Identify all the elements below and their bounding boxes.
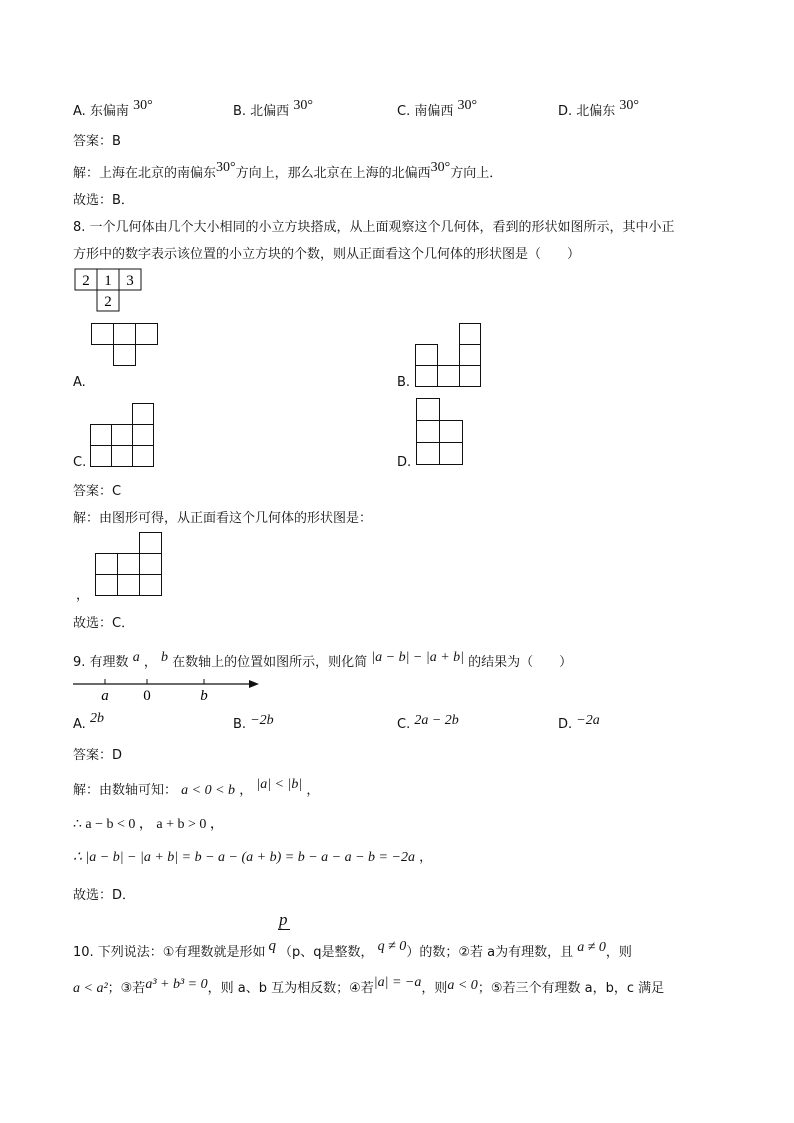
q10-fraction-denominator: q (268, 938, 276, 954)
q7-solution (73, 162, 502, 182)
q7-option-c (397, 100, 477, 120)
q8-option-a-label: A. (73, 375, 86, 390)
q9-var-a: a (132, 650, 140, 665)
top-view-number: 2 (82, 273, 90, 289)
q7-option-c-degree: 30° (457, 98, 478, 113)
q10-line1-math2: a ≠ 0 (577, 940, 606, 955)
q10-fraction-bar (278, 929, 290, 930)
q7-option-b (233, 100, 313, 120)
q8-top-view-figure (75, 269, 147, 317)
q7-solution-part3: 方向上． (450, 166, 503, 181)
q9-solution-math2: |a| < |b| (256, 777, 303, 792)
q9-number-line (73, 675, 263, 703)
q7-solution-degree1: 30° (216, 160, 236, 175)
q7-answer: 答案：B (73, 134, 121, 149)
q9-option-d (558, 713, 600, 733)
q10-line2 (73, 977, 664, 997)
q7-solution-degree2: 30° (430, 160, 451, 175)
q9-solution-line3-end: ， (419, 850, 433, 865)
number-line-arrow-icon (249, 680, 259, 688)
q9-option-c-label: C. (397, 717, 411, 732)
q9-stem-suffix: 的结果为（ ） (468, 655, 573, 670)
q7-option-a-degree: 30° (133, 98, 153, 113)
q9-var-b: b (160, 650, 168, 665)
q9-option-b-label: B. (233, 717, 247, 732)
q9-option-a-value: 2b (89, 711, 104, 726)
q8-option-c-label: C. (73, 455, 87, 470)
q8-solution-comma: ， (76, 588, 90, 603)
q10-line2-part4: ；⑤若三个有理数 a，b，c 满足 (477, 981, 665, 996)
q7-option-b-label: B. 北偏西 (233, 104, 290, 119)
q9-answer: 答案：D (73, 748, 123, 763)
q10-line2-part2: ，则 a、b 互为相反数；④若 (207, 981, 374, 996)
q7-solution-part1: 解：上海在北京的南偏东 (73, 166, 217, 181)
q8-option-b-label: B. (397, 375, 411, 390)
q8-stem-line1: 8. 一个几何体由几个大小相同的小立方块搭成，从上面观察这个几何体，看到的形状如图所示，其中小正 (73, 220, 675, 235)
q10-line2-math4: a < 0 (447, 978, 478, 993)
q9-solution-line2: ∴ a − b < 0 ， a + b > 0 ， (73, 817, 224, 832)
q10-line1-part3: ）的数；②若 a为有理数，且 (406, 945, 574, 960)
q9-option-c-value: 2a − 2b (414, 713, 459, 728)
q10-line2-part1: ；③若 (107, 981, 146, 996)
q7-option-a-label: A. 东偏南 (73, 104, 129, 119)
q7-option-a (73, 100, 153, 120)
q10-line2-math2: a³ + b³ = 0 (145, 977, 208, 992)
q9-option-b-value: −2b (250, 713, 274, 728)
q9-solution-sep: ， (239, 783, 253, 798)
q7-option-d-degree: 30° (619, 98, 640, 113)
q10-line1-part1: 10. 下列说法：①有理数就是形如 (73, 945, 266, 960)
q9-solution-line3-math: ∴ |a − b| − |a + b| = b − a − (a + b) = b − a − a − b = −2a (73, 850, 415, 865)
q9-solution-math1: a < 0 < b (181, 783, 236, 798)
q8-option-d-figure (416, 398, 466, 470)
top-view-number: 2 (104, 294, 112, 310)
q7-option-c-label: C. 南偏西 (397, 104, 454, 119)
q9-stem (73, 651, 572, 671)
q9-option-c (397, 713, 459, 733)
q9-solution-line1 (73, 779, 319, 799)
q7-option-d-label: D. 北偏东 (558, 104, 616, 119)
q10-line1-math1: q ≠ 0 (377, 939, 407, 954)
q8-option-b-figure (415, 323, 483, 389)
q8-option-d-label: D. (397, 455, 412, 470)
q10-line2-math1: a < a² (73, 981, 108, 996)
q9-stem-sep: ， (143, 655, 157, 670)
q10-line1-part4: ，则 (605, 945, 632, 960)
q9-option-b (233, 713, 274, 733)
q8-option-c-figure (90, 403, 158, 469)
q9-option-d-value: −2a (576, 713, 600, 728)
q7-option-b-degree: 30° (293, 98, 313, 113)
q8-answer: 答案：C (73, 484, 122, 499)
q9-choose: 故选：D． (73, 888, 136, 903)
q9-option-d-label: D. (558, 717, 573, 732)
q10-line1 (73, 938, 632, 961)
q9-option-a (73, 711, 104, 733)
q10-line1-part2: （p、q是整数， (278, 945, 374, 960)
q7-choose: 故选：B． (73, 193, 134, 208)
q8-solution: 解：由图形可得，从正面看这个几何体的形状图是： (73, 511, 373, 526)
q8-choose: 故选：C． (73, 616, 135, 631)
number-line-label: a (101, 688, 109, 704)
number-line-label: b (200, 688, 208, 704)
q8-stem-line2: 方形中的数字表示该位置的小立方块的个数，则从正面看这个几何体的形状图是（ ） (73, 247, 581, 262)
q9-stem-mid: 在数轴上的位置如图所示，则化简 (172, 655, 368, 670)
q9-solution-text: 解：由数轴可知： (73, 783, 178, 798)
top-view-number: 3 (126, 273, 134, 289)
q7-solution-part2: 方向上，那么北京在上海的北偏西 (235, 166, 431, 181)
q9-solution-end: ， (306, 783, 320, 798)
q10-line2-math3: |a| = −a (373, 975, 422, 990)
q9-stem-prefix: 9. 有理数 (73, 655, 129, 670)
q9-solution-line3 (73, 846, 432, 866)
q9-option-a-label: A. (73, 717, 86, 732)
number-line-label: 0 (143, 688, 151, 704)
q8-solution-figure (95, 532, 165, 600)
top-view-number: 1 (104, 273, 112, 289)
q8-option-a-figure (91, 323, 159, 367)
q10-line2-part3: ，则 (421, 981, 448, 996)
q9-expression: |a − b| − |a + b| (371, 650, 465, 665)
q10-fraction-numerator: p (279, 910, 288, 929)
q7-option-d (558, 100, 639, 120)
